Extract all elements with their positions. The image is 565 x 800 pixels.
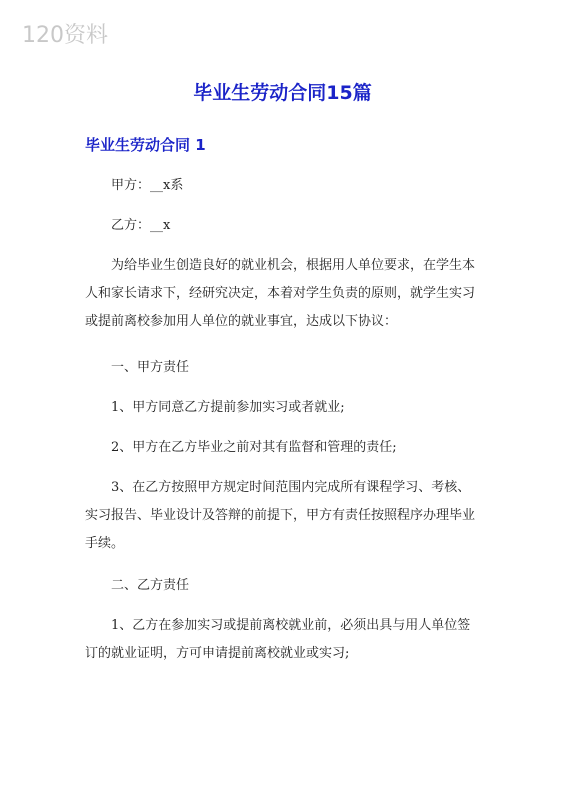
intro-paragraph: 为给毕业生创造良好的就业机会，根据用人单位要求，在学生本人和家长请求下，经研究决定，本着对学生负责的原则，就学生实习或提前离校参加用人单位的就业事宜，达成以下协议：: [85, 258, 476, 329]
section-b-item-1: 1、乙方在参加实习或提前离校就业前，必须出具与用人单位签订的就业证明，方可申请提前离校就业或实习;: [85, 618, 471, 661]
section-heading: 毕业生劳动合同 1: [85, 136, 206, 154]
section-a-item-2: 2、甲方在乙方毕业之前对其有监督和管理的责任;: [111, 440, 397, 455]
section-a-title: 一、甲方责任: [111, 360, 190, 375]
section-b-title: 二、乙方责任: [111, 578, 190, 593]
section-a-item-1: 1、甲方同意乙方提前参加实习或者就业;: [111, 400, 345, 415]
party-a-line: 甲方：__x系: [111, 178, 184, 193]
section-a-item-3: 3、在乙方按照甲方规定时间范围内完成所有课程学习、考核、实习报告、毕业设计及答辩的前提下，甲方有责任按照程序办理毕业手续。: [85, 480, 476, 551]
document-title: 毕业生劳动合同15篇: [193, 82, 372, 104]
watermark-logo: 120资料: [22, 23, 108, 48]
party-b-line: 乙方：__x: [111, 218, 171, 233]
